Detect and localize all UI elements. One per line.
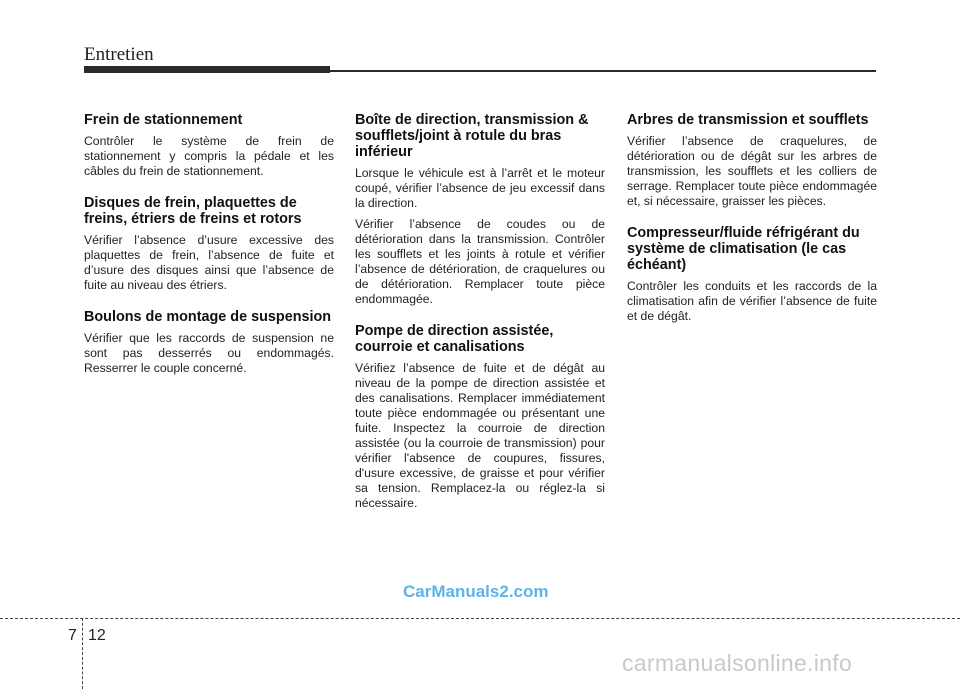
section-paragraph: Vérifiez l’absence de fuite et de dégât au niveau de la pompe de direction assistée et des canalisations. Remplacer immédiatement toute pièce endommagée ou présentant une fuite. Inspectez la courroie de direction assistée (ou la courroie de transmission) pour vérifier l'absence de coupures, fissures, d'usure excessive, de graisse et pour vérifier sa tension. Remplacez-la ou réglez-la si nécessaire. [355, 361, 605, 510]
chapter-number: 7 [68, 627, 77, 644]
page-number: 12 [88, 627, 106, 644]
section-paragraph: Vérifier l’absence d’usure excessive des plaquettes de frein, l’absence de fuite et d’usure des disques ainsi que l’absence de fuite au niveau des étriers. [84, 233, 334, 292]
section-paragraph: Contrôler le système de frein de stationnement y compris la pédale et les câbles du frein de stationnement. [84, 134, 334, 178]
section-title: Compresseur/fluide réfrigérant du système de climatisation (le cas échéant) [627, 225, 860, 273]
section-title: Frein de stationnement [84, 112, 243, 128]
section-paragraph: Contrôler les conduits et les raccords de la climatisation afin de vérifier l’absence de fuite et de dégât. [627, 279, 877, 323]
section-paragraph: Lorsque le véhicule est à l’arrêt et le moteur coupé, vérifier l’absence de jeu excessif dans la direction. [355, 166, 605, 210]
section-suspension-bolts [84, 309, 334, 376]
footer-vertical-divider [82, 618, 83, 689]
section-paragraph: Vérifier l’absence de craquelures, de détérioration ou de dégât sur les arbres de transmission, les soufflets et les colliers de serrage. Remplacer toute pièce endommagée et, si nécessaire, graisser les pièces. [627, 134, 877, 208]
section-power-steering [355, 323, 605, 511]
section-paragraph: Vérifier que les raccords de suspension ne sont pas desserrés ou endommagés. Resserrer le couple concerné. [84, 331, 334, 375]
watermark-link[interactable]: CarManuals2.com [403, 582, 549, 601]
header-rule-thin [330, 70, 876, 72]
page-header-title: Entretien [84, 44, 154, 65]
section-title: Boîte de direction, transmission & soufflets/joint à rotule du bras inférieur [355, 112, 589, 160]
column-2 [355, 112, 605, 527]
footer-divider [0, 618, 960, 619]
section-title: Pompe de direction assistée, courroie et canalisations [355, 323, 554, 355]
header-rule-thick [84, 66, 330, 73]
footer-watermark: carmanualsonline.info [622, 650, 853, 676]
section-title: Disques de frein, plaquettes de freins, étriers de freins et rotors [84, 195, 302, 227]
section-title: Arbres de transmission et soufflets [627, 112, 869, 128]
section-title: Boulons de montage de suspension [84, 309, 332, 325]
section-paragraph: Vérifier l’absence de coudes ou de détérioration dans la transmission. Contrôler les soufflets et les joints à rotule et vérifier l’absence de détérioration, de craquelures ou de détérioration. Remplacer toute pièce endommagée. [355, 217, 605, 306]
section-drive-shafts [627, 112, 877, 209]
column-1 [84, 112, 334, 392]
section-parking-brake [84, 112, 334, 179]
section-ac-compressor [627, 225, 877, 324]
section-steering-box [355, 112, 605, 307]
column-3 [627, 112, 877, 340]
section-brake-discs [84, 195, 334, 293]
